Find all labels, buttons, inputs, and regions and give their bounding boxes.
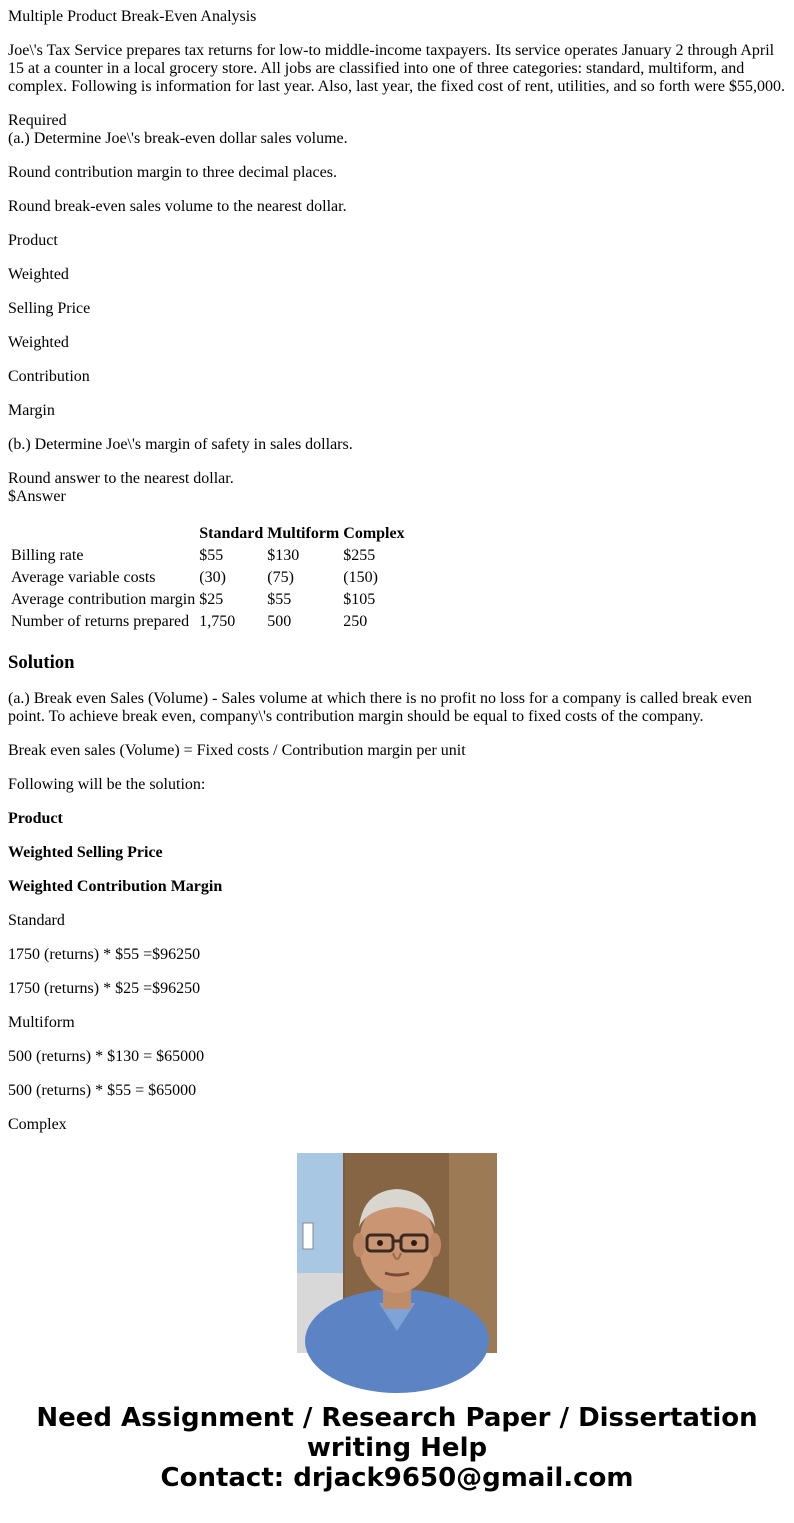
promo-banner [0,1150,794,1493]
table-cell: Average variable costs [11,569,156,586]
solution-multiform-selling-price: 500 (returns) * $130 = $65000 [8,1048,205,1065]
solution-standard-selling-price: 1750 (returns) * $55 =$96250 [8,946,201,963]
table-cell: (30) [199,569,226,586]
solution-paragraph: (a.) Break even Sales (Volume) - Sales volume at which there is no profit no loss for a company is called break even point. To achieve break even, company\'s contribution margin should be equal to fixed costs of the company. [8,690,752,725]
round-b-note: Round answer to the nearest dollar. [8,470,234,487]
table-cell: (150) [343,569,378,586]
table-cell: (75) [267,569,294,586]
solution-header-product: Product [8,810,63,827]
table-row [10,546,406,566]
required-label: Required [8,112,67,129]
solution-heading: Solution [8,652,75,673]
question-title: Multiple Product Break-Even Analysis [8,8,257,25]
table-cell: 500 [267,613,292,630]
table-cell: $130 [267,547,300,564]
table-cell: $25 [199,591,224,608]
part-b-prompt: (b.) Determine Joe\'s margin of safety in sales dollars. [8,436,353,453]
round-be-note: Round break-even sales volume to the nearest dollar. [8,198,347,215]
label-weighted-1: Weighted [8,266,69,283]
round-cm-note: Round contribution margin to three decimal places. [8,164,337,181]
part-a-prompt: (a.) Determine Joe\'s break-even dollar sales volume. [8,130,348,147]
table-cell: $255 [343,547,376,564]
promo-contact-line: Contact: drjack9650@gmail.com [160,1463,634,1493]
solution-multiform-label: Multiform [8,1014,75,1031]
table-cell: 250 [343,613,368,630]
product-data-table [8,522,408,634]
solution-lead-in: Following will be the solution: [8,776,206,793]
table-header-cell: Standard [199,525,264,542]
table-row [10,590,406,610]
table-row [10,568,406,588]
answer-label: $Answer [8,488,66,505]
table-header-cell [10,524,196,544]
solution-complex-label: Complex [8,1116,67,1133]
table-cell: $55 [267,591,292,608]
label-contribution: Contribution [8,368,90,385]
label-weighted-2: Weighted [8,334,69,351]
promo-line-1: Need Assignment / Research Paper / Dissertation [36,1403,758,1433]
promo-call-to-action [0,1403,794,1493]
promo-line-2: writing Help [306,1433,488,1463]
table-cell: 1,750 [199,613,236,630]
label-selling-price: Selling Price [8,300,91,317]
solution-standard-contribution: 1750 (returns) * $25 =$96250 [8,980,201,997]
solution-formula: Break even sales (Volume) = Fixed costs / Contribution margin per unit [8,742,466,759]
author-avatar [297,1153,497,1353]
label-margin: Margin [8,402,55,419]
table-header-cell: Complex [343,525,405,542]
table-header-row [10,524,406,544]
table-header-cell: Multiform [267,525,340,542]
document-content [8,8,788,1133]
solution-standard-label: Standard [8,912,65,929]
solution-header-weighted-contribution-margin: Weighted Contribution Margin [8,878,223,895]
table-cell: $55 [199,547,224,564]
table-cell: Number of returns prepared [11,613,190,630]
table-cell: Billing rate [11,547,84,564]
question-intro: Joe\'s Tax Service prepares tax returns for low-to middle-income taxpayers. Its service operates January 2 through April 15 at a counter in a local grocery store. All jobs are classified into one of three categories: standard, multiform, and complex. Following is information for last year. Also, last year, the fixed cost of rent, utilities, and so forth were $55,000. [8,42,785,95]
table-row [10,612,406,632]
solution-multiform-contribution: 500 (returns) * $55 = $65000 [8,1082,197,1099]
solution-header-weighted-selling-price: Weighted Selling Price [8,844,163,861]
table-cell: $105 [343,591,376,608]
author-portrait-illustration [297,1153,497,1353]
label-product: Product [8,232,58,249]
table-cell: Average contribution margin [11,591,196,608]
